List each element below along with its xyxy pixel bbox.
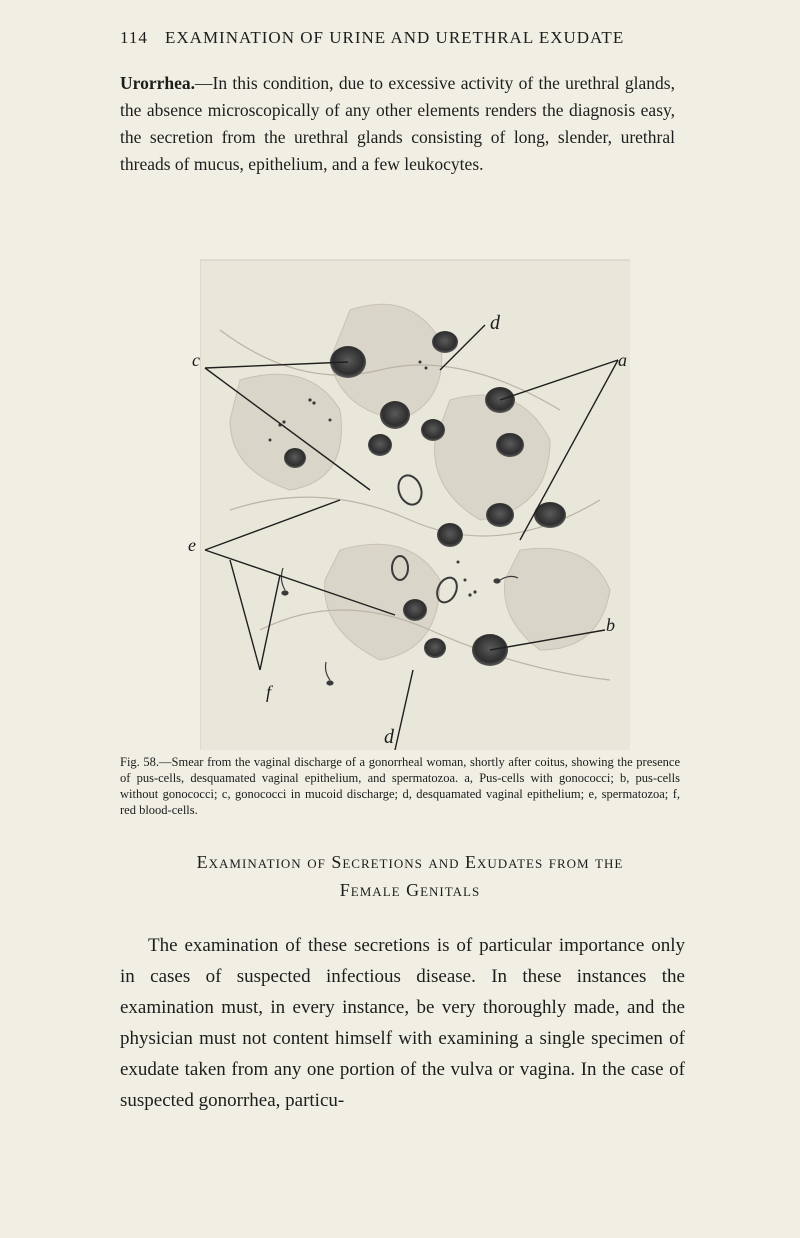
paragraph-body: —In this condition, due to excessive activity of the urethral glands, the absence microscopically of any other elements renders the diagnosis easy, the secretion from the urethral glands consisting of long, slender, urethral threads of mucus, epithelium, and a few leukocytes. (120, 73, 675, 174)
label-b: b (606, 615, 615, 635)
label-f: f (266, 682, 272, 702)
figure-caption: Fig. 58.—Smear from the vaginal discharge of a gonorrheal woman, shortly after coitus, showing the presence of pus-cells, desquamated vaginal epithelium, and spermatozoa. a, Pus-cells with gonococci; b, pus-cells without gonococci; c, gonococci in mucoid discharge; d, desquamated vaginal epithelium; e, spermatozoa; f, red blood-cells. (120, 755, 680, 817)
label-a: a (618, 350, 627, 370)
page-number: 114 (120, 28, 148, 47)
label-c: c (192, 350, 200, 370)
label-d-top: d (490, 312, 500, 334)
section-heading-line2: Female Genitals (339, 880, 481, 900)
paragraph-urorrhea (120, 70, 675, 178)
section-heading (110, 848, 710, 904)
smear-figure (188, 250, 630, 750)
label-d-bottom: d (384, 726, 394, 748)
microscope-smear-illustration (200, 250, 630, 750)
paragraph-lead: Urorrhea. (120, 73, 195, 93)
running-title: EXAMINATION OF URINE AND URETHRAL EXUDATE (165, 28, 625, 47)
paragraph-female-genitals: The examination of these secretions is of particular importance only in cases of suspected infectious disease. In these instances the examination must, in every instance, be very thoroughly made, and the physician must not content himself with examining a single specimen of exudate taken from any one portion of the vulva or vagina. In the case of suspected gonorrhea, particu- (120, 935, 685, 1111)
label-e: e (188, 535, 196, 555)
section-heading-line1: Examination of Secretions and Exudates from the (196, 852, 624, 872)
